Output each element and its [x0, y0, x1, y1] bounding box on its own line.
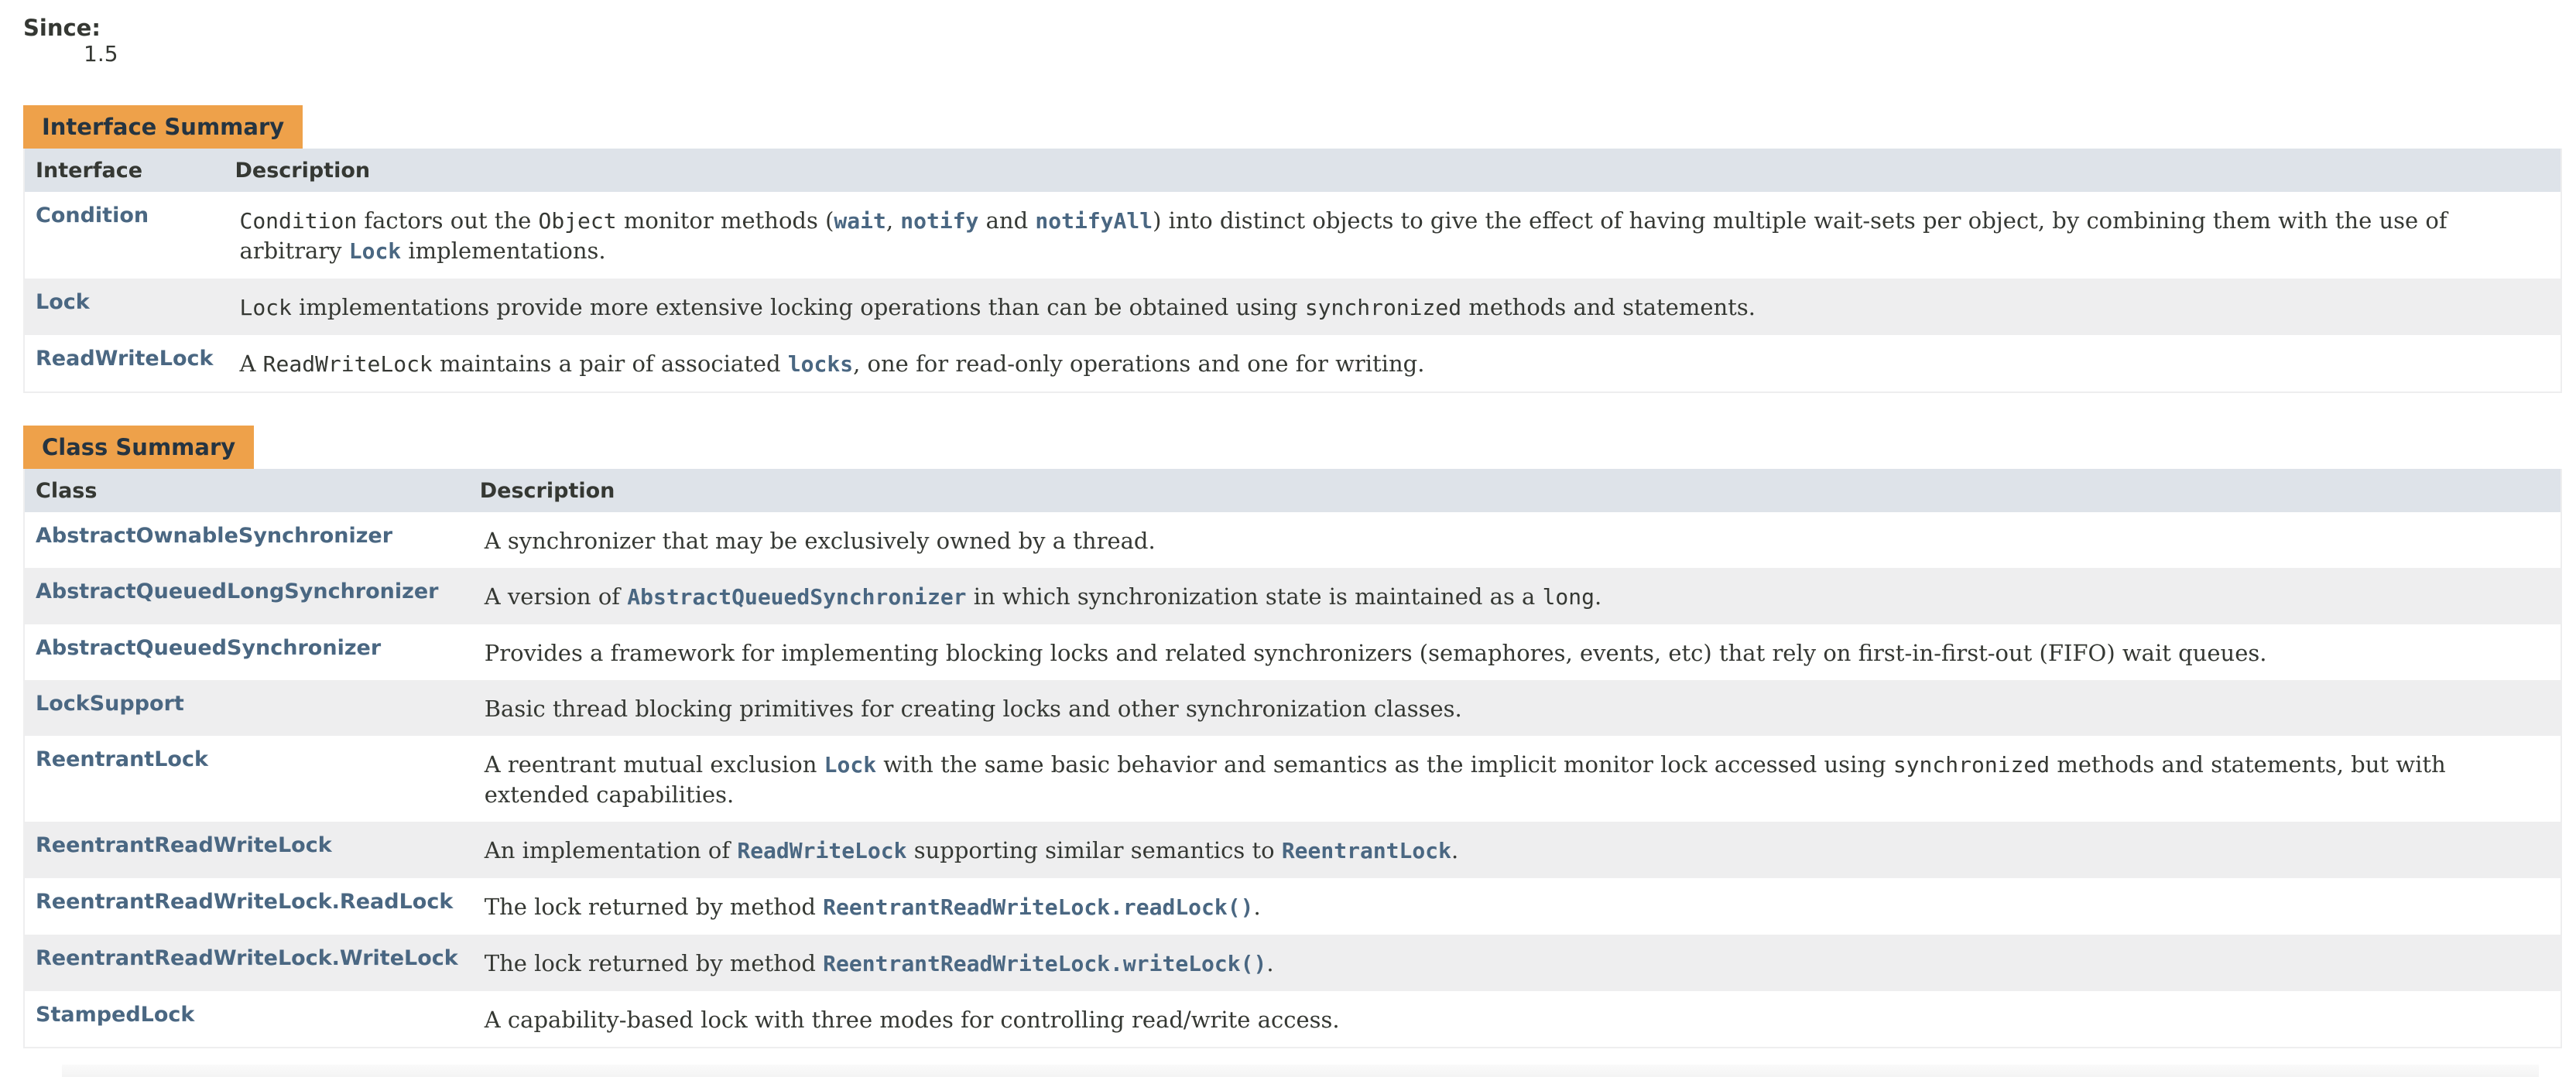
- description-text: .: [1266, 950, 1274, 976]
- description-text: Provides a framework for implementing blocking locks and related synchronizers (semaphores, events, etc) that rely on first-in-first-out (FIFO) wait queues.: [484, 640, 2267, 666]
- description-column-header: Description: [469, 469, 2561, 512]
- code-term: long: [1542, 584, 1595, 610]
- table-row: [24, 736, 2561, 822]
- interface-column-header: Interface: [24, 149, 224, 192]
- table-row: [24, 512, 2561, 568]
- type-name-cell: [24, 335, 224, 392]
- code-link-abstractqueuedsynchronizer[interactable]: AbstractQueuedSynchronizer: [627, 584, 967, 610]
- description-text: .: [1451, 837, 1459, 863]
- since-label: Since:: [23, 15, 101, 41]
- code-link-notifyall[interactable]: notifyAll: [1035, 208, 1153, 234]
- type-name-cell: [24, 680, 469, 736]
- interface-summary-caption: Interface Summary: [23, 105, 303, 149]
- description-text: , one for read-only operations and one for writing.: [853, 350, 1425, 377]
- description-cell: [469, 624, 2561, 680]
- table-row: [24, 624, 2561, 680]
- description-cell: [469, 991, 2561, 1048]
- description-cell: [469, 568, 2561, 624]
- table-row: [24, 935, 2561, 991]
- description-text: .: [1253, 894, 1261, 920]
- since-value: 1.5: [84, 41, 118, 67]
- table-row: [24, 680, 2561, 736]
- code-term: Lock: [239, 295, 292, 320]
- code-term: Object: [538, 208, 617, 234]
- class-summary-table: [23, 469, 2562, 1048]
- description-column-header: Description: [224, 149, 2561, 192]
- type-name-cell: [24, 279, 224, 335]
- description-text: Basic thread blocking primitives for creating locks and other synchronization classes.: [484, 696, 1462, 722]
- code-link-reentrantlock[interactable]: ReentrantLock: [1281, 838, 1451, 863]
- description-cell: [469, 512, 2561, 568]
- interface-summary-table: [23, 149, 2562, 393]
- table-row: [24, 991, 2561, 1048]
- table-row: [24, 335, 2561, 392]
- description-text: A version of: [484, 583, 628, 610]
- description-cell: [469, 935, 2561, 991]
- type-link-abstractownablesynchronizer[interactable]: AbstractOwnableSynchronizer: [36, 524, 393, 548]
- table-row: [24, 192, 2561, 279]
- table-row: [24, 822, 2561, 878]
- class-column-header: Class: [24, 469, 469, 512]
- table-row: [24, 279, 2561, 335]
- description-cell: [224, 192, 2561, 279]
- description-text: implementations.: [401, 238, 606, 264]
- type-name-cell: [24, 512, 469, 568]
- code-link-notify[interactable]: notify: [900, 208, 979, 234]
- type-link-abstractqueuedlongsynchronizer[interactable]: AbstractQueuedLongSynchronizer: [36, 580, 439, 603]
- type-link-stampedlock[interactable]: StampedLock: [36, 1003, 195, 1027]
- description-text: A capability-based lock with three modes for controlling read/write access.: [484, 1007, 1340, 1033]
- type-link-reentrantreadwritelock-readlock[interactable]: ReentrantReadWriteLock.ReadLock: [36, 890, 454, 914]
- table-row: [24, 878, 2561, 935]
- description-text: maintains a pair of associated: [432, 350, 788, 377]
- class-summary-rows: [24, 512, 2561, 1048]
- type-name-cell: [24, 568, 469, 624]
- type-link-readwritelock[interactable]: ReadWriteLock: [36, 347, 214, 371]
- description-cell: [469, 822, 2561, 878]
- code-term: Condition: [239, 208, 358, 234]
- description-text: ) into distinct objects to give the effect of having multiple wait-sets per object, by combining them with the use of arbitrary: [239, 207, 2448, 264]
- type-link-reentrantreadwritelock-writelock[interactable]: ReentrantReadWriteLock.WriteLock: [36, 946, 458, 970]
- description-text: methods and statements.: [1461, 294, 1756, 320]
- description-text: The lock returned by method: [484, 950, 824, 976]
- code-term: synchronized: [1304, 295, 1462, 320]
- description-text: methods and statements, but with extended capabilities.: [484, 751, 2446, 808]
- type-name-cell: [24, 935, 469, 991]
- description-cell: [469, 736, 2561, 822]
- code-term: ReadWriteLock: [262, 351, 433, 377]
- description-text: A reentrant mutual exclusion: [484, 751, 824, 778]
- interface-summary-rows: [24, 192, 2561, 392]
- description-text: A synchronizer that may be exclusively owned by a thread.: [484, 528, 1156, 554]
- class-summary: [23, 426, 2562, 1048]
- type-link-lock[interactable]: Lock: [36, 290, 90, 314]
- code-link-locks[interactable]: locks: [787, 351, 854, 377]
- description-text: factors out the: [357, 207, 539, 234]
- code-link-wait[interactable]: wait: [834, 208, 886, 234]
- class-summary-caption: Class Summary: [23, 426, 254, 469]
- type-link-abstractqueuedsynchronizer[interactable]: AbstractQueuedSynchronizer: [36, 636, 382, 660]
- type-link-condition[interactable]: Condition: [36, 203, 149, 227]
- description-text: The lock returned by method: [484, 894, 824, 920]
- description-text: ,: [886, 207, 901, 234]
- description-text: .: [1595, 583, 1602, 610]
- description-text: A: [239, 350, 263, 377]
- description-cell: [224, 335, 2561, 392]
- code-term: synchronized: [1893, 752, 2050, 778]
- description-text: An implementation of: [484, 837, 738, 863]
- description-cell: [469, 878, 2561, 935]
- type-name-cell: [24, 991, 469, 1048]
- type-name-cell: [24, 624, 469, 680]
- footer-divider: [62, 1065, 2539, 1077]
- description-text: implementations provide more extensive locking operations than can be obtained using: [291, 294, 1305, 320]
- description-cell: [224, 279, 2561, 335]
- description-text: monitor methods (: [616, 207, 834, 234]
- code-link-lock[interactable]: Lock: [348, 238, 402, 264]
- type-name-cell: [24, 192, 224, 279]
- interface-summary: [23, 105, 2562, 393]
- description-text: and: [978, 207, 1036, 234]
- type-name-cell: [24, 736, 469, 822]
- description-text: with the same basic behavior and semantics as the implicit monitor lock accessed using: [876, 751, 1893, 778]
- description-cell: [469, 680, 2561, 736]
- type-link-reentrantlock[interactable]: ReentrantLock: [36, 747, 208, 771]
- description-text: supporting similar semantics to: [906, 837, 1282, 863]
- type-link-reentrantreadwritelock[interactable]: ReentrantReadWriteLock: [36, 833, 332, 857]
- type-name-cell: [24, 878, 469, 935]
- code-link-reentrantreadwritelock-readlock[interactable]: ReentrantReadWriteLock.readLock(): [823, 894, 1254, 920]
- description-text: in which synchronization state is maintained as a: [966, 583, 1543, 610]
- type-name-cell: [24, 822, 469, 878]
- table-row: [24, 568, 2561, 624]
- type-link-locksupport[interactable]: LockSupport: [36, 692, 184, 716]
- code-link-readwritelock[interactable]: ReadWriteLock: [737, 838, 907, 863]
- code-link-lock[interactable]: Lock: [824, 752, 877, 778]
- code-link-reentrantreadwritelock-writelock[interactable]: ReentrantReadWriteLock.writeLock(): [823, 951, 1267, 976]
